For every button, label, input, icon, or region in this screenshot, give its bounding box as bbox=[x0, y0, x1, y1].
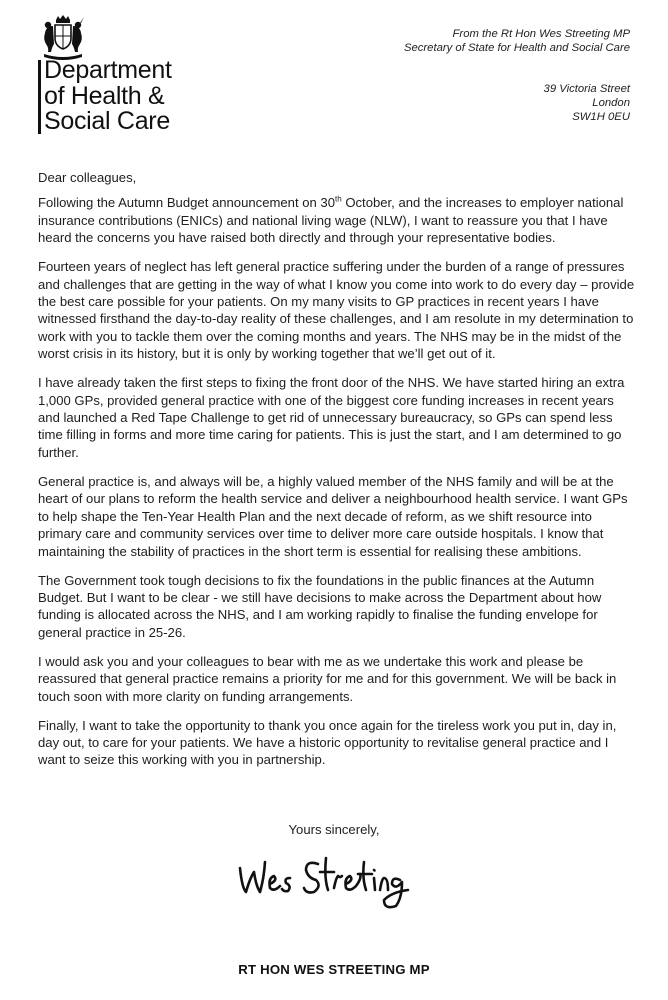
closing: Yours sincerely, bbox=[288, 822, 380, 837]
signature-icon bbox=[234, 848, 414, 910]
paragraph: Following the Autumn Budget announcement on 30th October, and the increases to employer national insurance contributions (ENICs) and national living wage (NLW), I want to reassure you that I have heard the concerns you have raised both directly and through your representative bodies. bbox=[38, 195, 624, 246]
letter-body bbox=[38, 169, 638, 780]
address-line: 39 Victoria Street bbox=[543, 83, 630, 95]
dhsc-logo bbox=[38, 14, 188, 62]
paragraph: Finally, I want to take the opportunity to thank you once again for the tireless work you put in, day in, day out, to care for your patients. We have a historic opportunity to revitalise general practice and I want to seize this working with you in partnership. bbox=[38, 717, 617, 768]
address-block bbox=[544, 82, 630, 124]
role-line: Secretary of State for Health and Social Care bbox=[403, 42, 630, 54]
paragraph: Fourteen years of neglect has left general practice suffering under the burden of a range of pressures and challenges that are getting in the way of what I know you come into work to do every day – provide the best care possible for your patients. On my many visits to GP practices in recent years I have witnessed firsthand the day-to-day reality of these challenges, and I am resolute in my determination to work with you to tackle them over the coming months and years. The NHS may be in the midst of the worst crisis in its history, but it is only by working together that we’ll get out of it. bbox=[38, 259, 635, 362]
paragraph: I have already taken the first steps to fixing the front door of the NHS. We have started hiring an extra 1,000 GPs, provided general practice with one of the biggest core funding increases in recent years and launched a Red Tape Challenge to get rid of unnecessary bureaucracy, so GPs can spend less time filling in forms and more time caring for patients. This is just the start, and I am determined to go further. bbox=[38, 375, 625, 460]
department-name: Department of Health & Social Care bbox=[44, 56, 172, 135]
royal-crest-icon bbox=[40, 14, 86, 62]
logo-rule bbox=[38, 60, 41, 134]
salutation: Dear colleagues, bbox=[38, 170, 137, 185]
from-line: From the Rt Hon Wes Streeting MP bbox=[452, 28, 630, 40]
address-line: SW1H 0EU bbox=[572, 111, 630, 123]
address-line: London bbox=[592, 97, 630, 109]
paragraph: General practice is, and always will be, a highly valued member of the NHS family and will be at the heart of our plans to reform the health service and deliver a neighbourhood health service. I want GPs to help shape the Ten-Year Health Plan and the next decade of reform, as we shift resource into primary care and community services over time to deliver more care outside hospitals. I know that maintaining the stability of practices in the short term is essential for realising these ambitions. bbox=[38, 473, 628, 559]
sender-block bbox=[404, 27, 630, 55]
signatory-name: RT HON WES STREETING MP bbox=[238, 962, 430, 977]
paragraph: The Government took tough decisions to fix the foundations in the public finances at the Autumn Budget. But I want to be clear - we still have decisions to make across the Department about how funding is allocated across the NHS, and I am working rapidly to finalise the funding envelope for general practice in 25-26. bbox=[38, 572, 602, 640]
paragraph: I would ask you and your colleagues to bear with me as we undertake this work and please be reassured that general practice remains a priority for me and for this government. We will be back in touch soon with more clarity on funding arrangements. bbox=[38, 653, 617, 704]
